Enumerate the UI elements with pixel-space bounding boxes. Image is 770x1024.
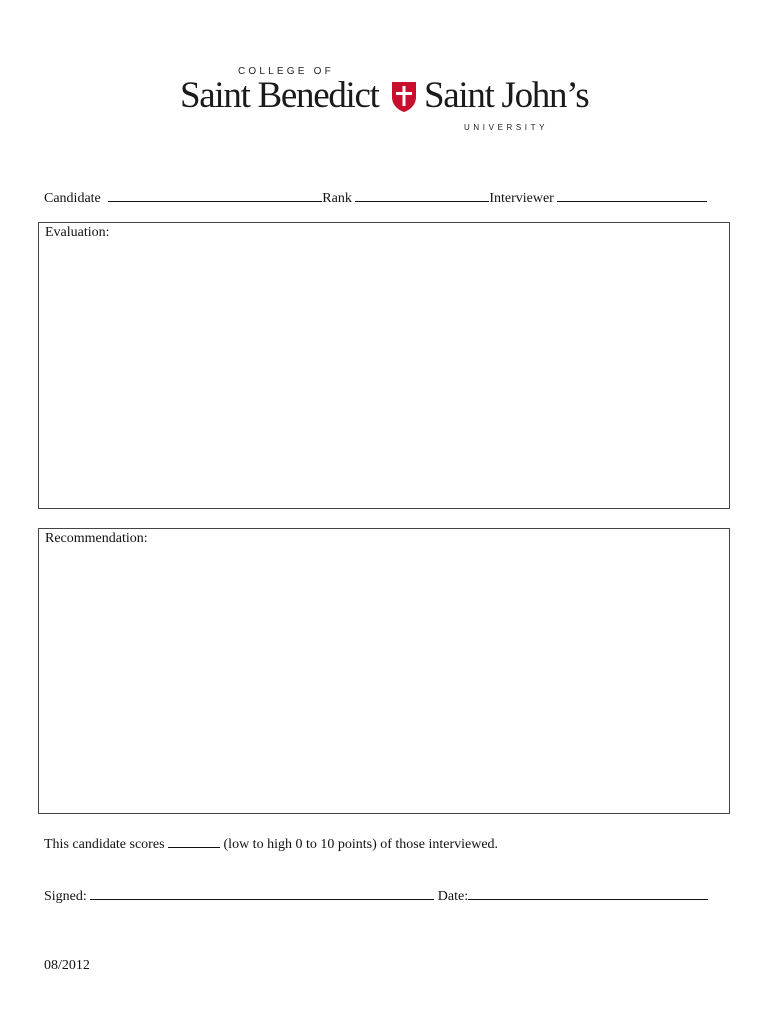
candidate-label: Candidate: [44, 191, 101, 206]
signature-line: [44, 886, 708, 905]
revision-date: 08/2012: [44, 958, 90, 973]
header-fields-row: [44, 188, 707, 207]
shield-cross-icon: [391, 81, 417, 113]
score-suffix: (low to high 0 to 10 points) of those interviewed.: [223, 837, 499, 852]
signed-blank[interactable]: [90, 886, 434, 900]
rank-label: Rank: [322, 191, 352, 206]
recommendation-label: Recommendation:: [45, 531, 148, 546]
logo-university-text: UNIVERSITY: [464, 123, 549, 132]
logo-name-saint-johns: Saint John’s: [424, 75, 589, 116]
score-line: [44, 834, 498, 853]
evaluation-label: Evaluation:: [45, 225, 110, 240]
interviewer-blank[interactable]: [557, 188, 707, 202]
recommendation-box[interactable]: [38, 528, 730, 814]
date-blank[interactable]: [468, 886, 708, 900]
date-label: Date:: [437, 889, 469, 904]
candidate-blank[interactable]: [108, 188, 322, 202]
signed-label: Signed:: [44, 889, 87, 904]
institution-logo: [180, 64, 590, 138]
interviewer-label: Interviewer: [489, 191, 554, 206]
logo-name-saint-benedict: Saint Benedict: [180, 75, 379, 116]
evaluation-box[interactable]: [38, 222, 730, 509]
score-prefix: This candidate scores: [44, 837, 165, 852]
score-blank[interactable]: [168, 834, 220, 848]
rank-blank[interactable]: [355, 188, 489, 202]
logo-college-text: COLLEGE OF: [238, 66, 334, 77]
